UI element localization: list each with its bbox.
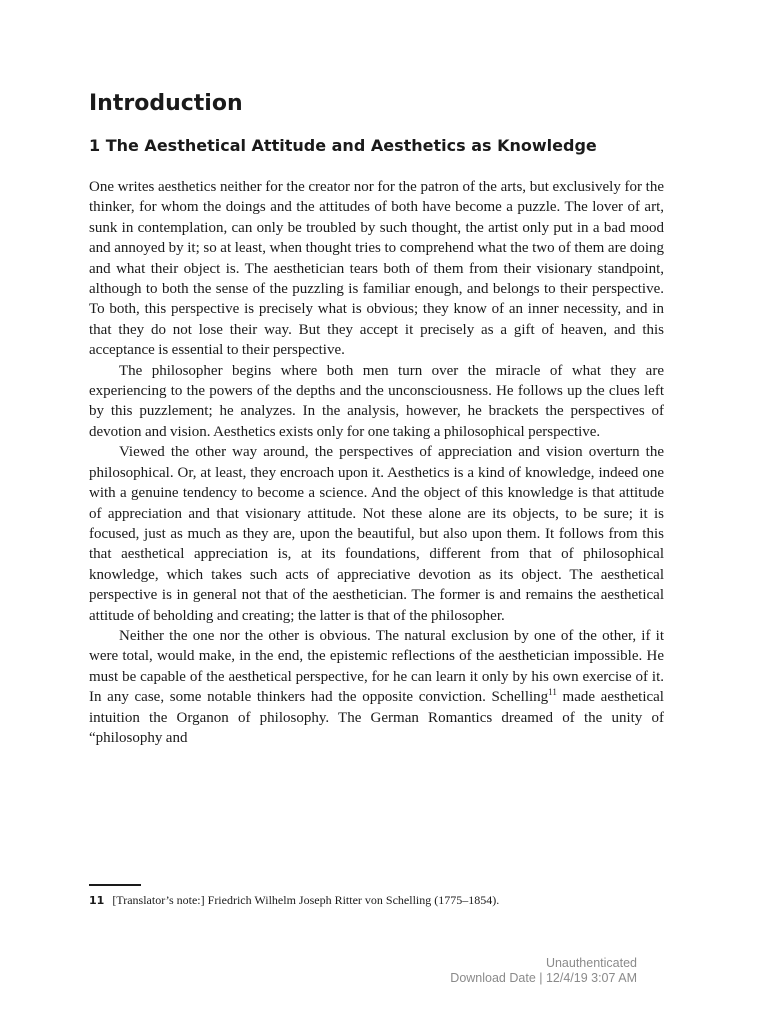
section-title: 1 The Aesthetical Attitude and Aesthetics as Knowledge — [89, 136, 597, 155]
paragraph-3: Viewed the other way around, the perspectives of appreciation and vision overturn the philosophical. Or, at least, they encroach upon it. Aesthetics is a kind of knowledge, indeed one with a genuine tendency to become a science. And the object of this knowledge is that attitude of appreciation and that visionary attitude. Not these alone are its objects, to be sure; it is focused, just as much as they are, upon the beautiful, but also upon them. It follows from this that aesthetical appreciation is, at its foundations, different from that of philosophical knowledge, which takes such acts of appreciative devotion as its object. The aesthetical perspective is in general not that of the aesthetician. The former is and remains the aesthetical attitude of beholding and creating; the latter is that of the philosopher. — [89, 444, 664, 624]
footnote-number: 11 — [89, 894, 105, 907]
watermark-download-date: Download Date | 12/4/19 3:07 AM — [450, 971, 637, 985]
paragraph-1: One writes aesthetics neither for the creator nor for the patron of the arts, but exclusively for the thinker, for whom the doings and the attitudes of both have become a puzzle. The lover of art, sunk in contemplation, can only be troubled by such thought, the artist only put in a bad mood and annoyed by it; so at least, when thought tries to comprehend what the two of them are doing and what their object is. The aesthetician tears both of them from their visionary standpoint, although to both the sense of the puzzling is familiar enough, and belongs to their perspective. To both, this perspective is precisely what is obvious; they know of an inner necessity, and in that they do not lose their way. But they accept it precisely as a gift of heaven, and this acceptance is essential to their perspective. — [89, 179, 664, 359]
chapter-title: Introduction — [89, 91, 243, 116]
footnote-text: [Translator’s note:] Friedrich Wilhelm Joseph Ritter von Schelling (1775–1854). — [112, 893, 500, 907]
paragraph-2: The philosopher begins where both men turn over the miracle of what they are experiencing to the powers of the depths and the unconsciousness. He follows up the clues left by this puzzlement; he analyzes. In the analysis, however, he brackets the perspectives of devotion and vision. Aesthetics exists only for one taking a philosophical perspective. — [89, 362, 664, 440]
footnote-divider — [89, 884, 141, 886]
footnote-reference[interactable]: 11 — [548, 687, 557, 698]
paragraph-4 — [89, 626, 664, 748]
footnote — [89, 892, 664, 909]
paragraph-4-text-start: Neither the one nor the other is obvious. The natural exclusion by one of the other, if it were total, would make, in the end, the epistemic reflections of the aesthetician impossible. He must be capable of the aesthetical perspective, for he can learn it only by his own exercise of it. In any case, some notable thinkers had the opposite conviction. Schelling — [89, 627, 664, 706]
watermark-status: Unauthenticated — [545, 956, 637, 970]
body-text — [89, 177, 664, 748]
download-watermark — [450, 956, 637, 986]
paragraph-4-text-end: made aesthetical intuition the Organon of philosophy. The German Romantics dreamed of the unity of “philosophy and — [89, 689, 664, 746]
